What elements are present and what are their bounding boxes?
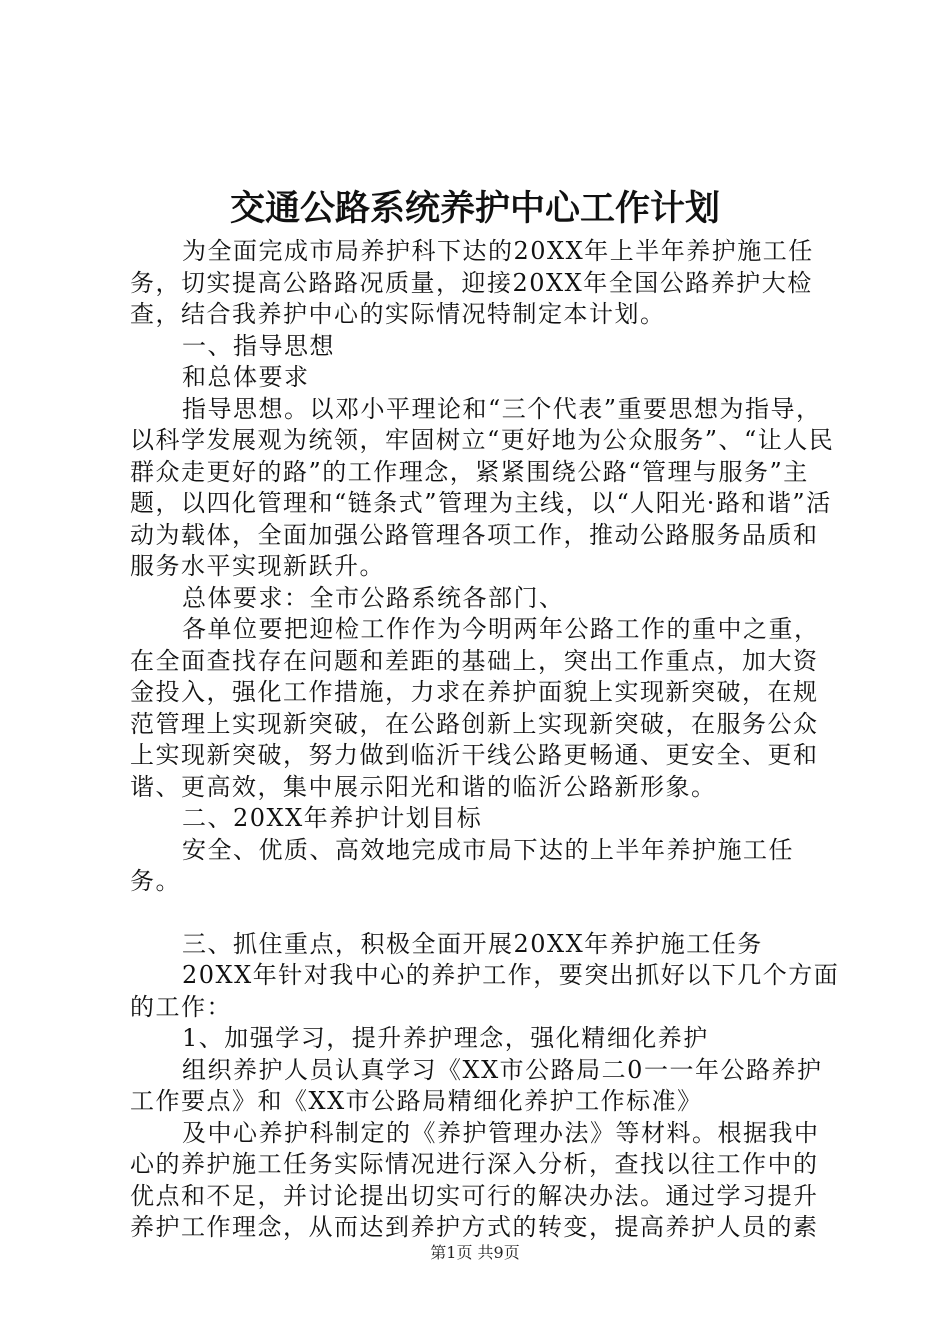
document-title: 交通公路系统养护中心工作计划 [229,188,720,229]
paragraph-study: 组织养护人员认真学习《XX市公路局二0一一年公路养护工作要点》和《XX市公路局精细化养护工作标准》 [130,1055,823,1115]
heading-guiding-thought: 一、指导思想 [182,331,335,360]
paragraph-general-requirements: 各单位要把迎检工作作为今明两年公路工作的重中之重，在全面查找存在问题和差距的基础上，突出工作重点，加大资金投入，强化工作措施，力求在养护面貌上实现新突破，在规范管理上实现新突破，在公路创新上实现新突破，在服务公众上实现新突破，努力做到临沂干线公路更畅通、更安全、更和谐、更高效，集中展示阳光和谐的临沂公路新形象。 [130,615,820,801]
page-footer: 第1页 共9页 [430,1243,520,1262]
paragraph-general-requirements-lead: 总体要求：全市公路系统各部门、 [182,583,565,612]
heading-plan-target: 二、20XX年养护计划目标 [182,804,483,832]
heading-key-tasks: 三、抓住重点，积极全面开展20XX年养护施工任务 [182,929,763,958]
paragraph-plan-target: 安全、优质、高效地完成市局下达的上半年养护施工任务。 [130,835,794,895]
heading-general-requirements: 和总体要求 [182,363,310,391]
paragraph-guiding-thought: 指导思想。以邓小平理论和“三个代表”重要思想为指导，以科学发展观为统领，牢固树立“更好地为公众服务”、“让人民群众走更好的路”的工作理念，紧紧围绕公路“管理与服务”主题，以四化管理和“链条式”管理为主线，以“人阳光·路和谐”活动为载体，全面加强公路管理各项工作，推动公路服务品质和服务水平实现新跃升。 [130,394,835,580]
paragraph-study-continued: 及中心养护科制定的《养护管理办法》等材料。根据我中心的养护施工任务实际情况进行深入分析，查找以往工作中的优点和不足，并讨论提出切实可行的解决办法。通过学习提升养护工作理念，从而达到养护方式的转变，提高养护人员的素 [130,1118,820,1241]
paragraph-key-tasks: 20XX年针对我中心的养护工作，要突出抓好以下几个方面的工作： [130,961,840,1021]
heading-study: 1、加强学习，提升养护理念，强化精细化养护 [182,1024,709,1052]
paragraph-intro: 为全面完成市局养护科下达的20XX年上半年养护施工任务，切实提高公路路况质量，迎接20XX年全国公路养护大检查，结合我养护中心的实际情况特制定本计划。 [130,237,814,328]
document-body [130,236,840,1244]
